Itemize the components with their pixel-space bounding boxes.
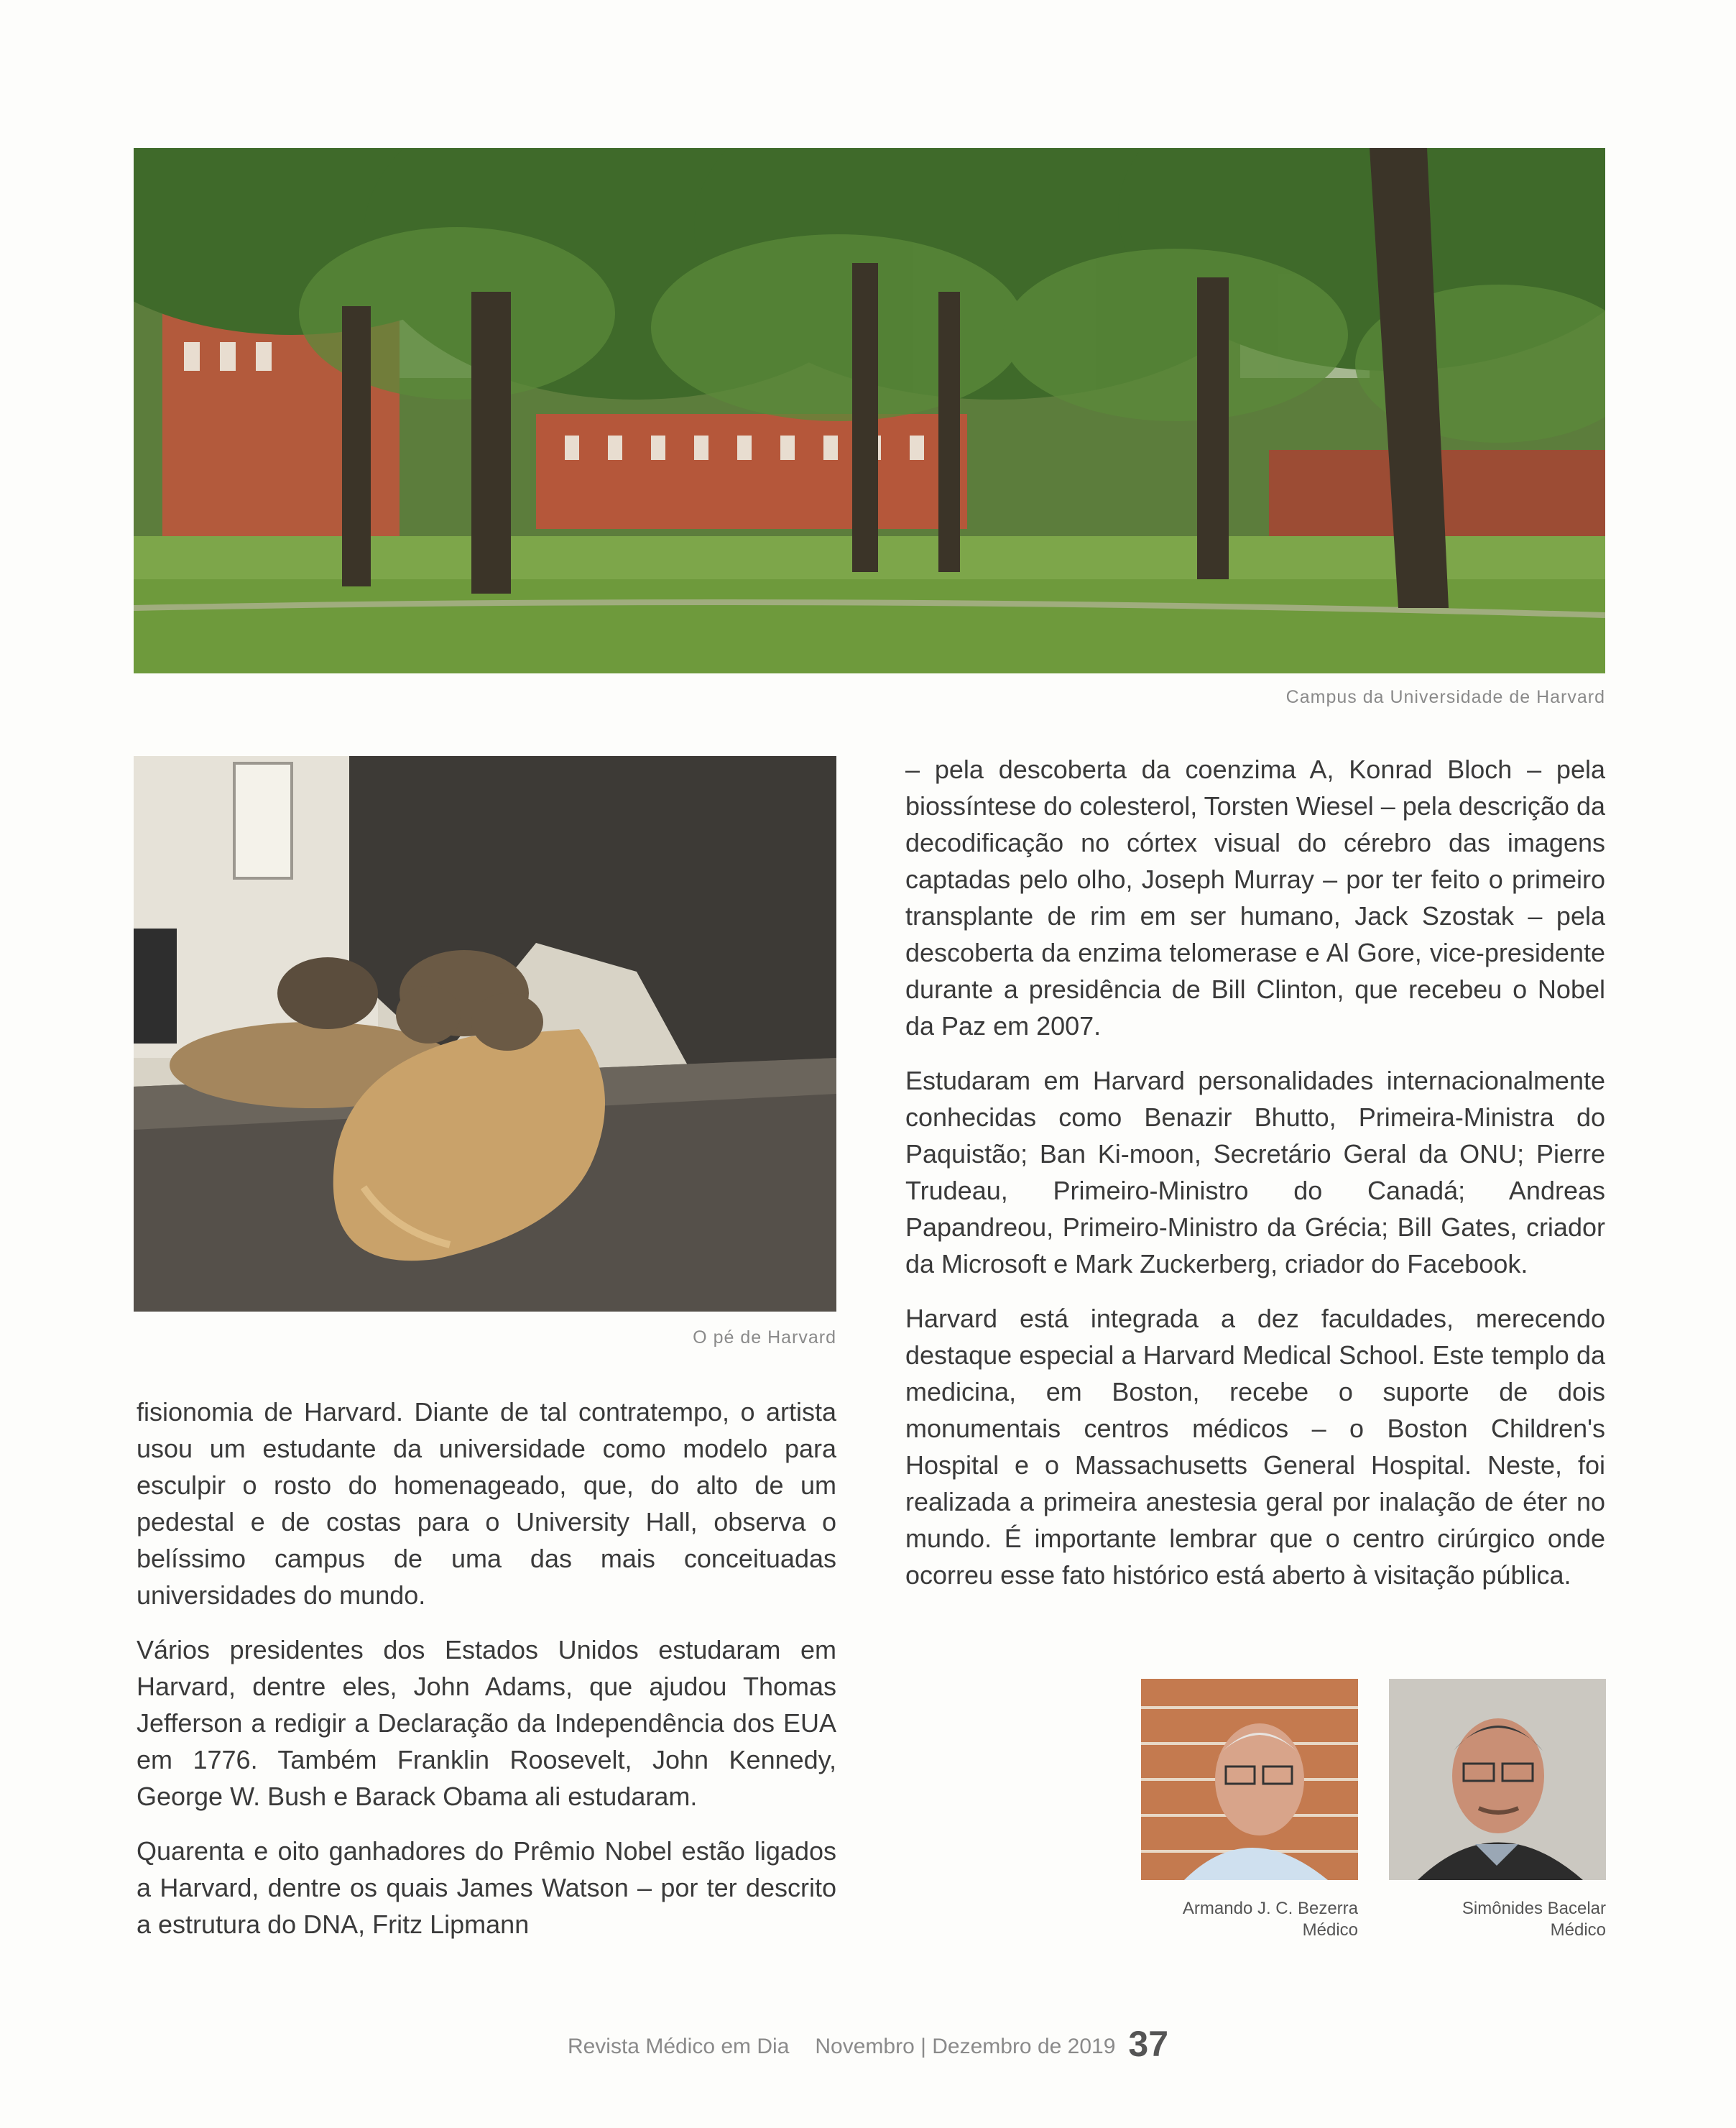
page-number: 37 <box>1128 2024 1169 2064</box>
author-caption-armando <box>1141 1898 1358 1941</box>
author-role: Médico <box>1550 1920 1606 1940</box>
paragraph: Estudaram em Harvard personalidades internacionalmente conhecidas como Benazir Bhutto, Primeira-Ministra do Paquistão; Ban Ki-moon, Secretário Geral da ONU; Pierre Trudeau, Primeiro-Ministro do Canadá; Andreas Papandreou, Primeiro-Ministro da Grécia; Bill Gates, criador da Microsoft e Mark Zuckerberg, criador do Facebook. <box>905 1066 1605 1279</box>
paragraph: Harvard está integrada a dez faculdades, merecendo destaque especial a Harvard Medical School. Este templo da medicina, em Boston, recebe o suporte de dois monumentais centros médicos – o Boston Children's Hospital e o Massachusetts General Hospital. Neste, foi realizada a primeira anestesia geral por inalação de éter no mundo. É importante lembrar que o centro cirúrgico onde ocorreu esse fato histórico está aberto à visitação pública. <box>905 1304 1605 1590</box>
author-photo-armando <box>1141 1679 1358 1880</box>
page-footer <box>0 2023 1736 2065</box>
author-name: Simônides Bacelar <box>1462 1899 1606 1918</box>
right-column <box>905 751 1605 1611</box>
issue-date: Novembro | Dezembro de 2019 <box>815 2035 1116 2058</box>
author-caption-simonides <box>1389 1898 1606 1941</box>
paragraph: – pela descoberta da coenzima A, Konrad Bloch – pela biossíntese do colesterol, Torsten Wiesel – pela descrição da decodificação no córtex visual do cérebro das imagens captadas pelo olho, Joseph Murray – por ter feito o primeiro transplante de rim em ser humano, Jack Szostak – pela descoberta da enzima telomerase e Al Gore, vice-presidente durante a presidência de Bill Clinton, que recebeu o Nobel da Paz em 2007. <box>905 755 1605 1041</box>
paragraph: Vários presidentes dos Estados Unidos estudaram em Harvard, dentre eles, John Adams, que ajudou Thomas Jefferson a redigir a Declaração da Independência dos EUA em 1776. Também Franklin Roosevelt, John Kennedy, George W. Bush e Barack Obama ali estudaram. <box>137 1635 836 1811</box>
author-photo-simonides <box>1389 1679 1606 1880</box>
campus-photo <box>134 148 1605 673</box>
paragraph: fisionomia de Harvard. Diante de tal contratempo, o artista usou um estudante da universidade como modelo para esculpir o rosto do homenageado, que, do alto de um pedestal e de costas para o University Hall, observa o belíssimo campus de uma das mais conceituadas universidades do mundo. <box>137 1397 836 1610</box>
author-role: Médico <box>1302 1920 1358 1940</box>
statue-foot-caption: O pé de Harvard <box>693 1327 836 1348</box>
campus-photo-caption: Campus da Universidade de Harvard <box>1285 687 1605 707</box>
magazine-name: Revista Médico em Dia <box>567 2035 790 2058</box>
author-name: Armando J. C. Bezerra <box>1182 1899 1358 1918</box>
statue-foot-photo <box>134 756 836 1312</box>
paragraph: Quarenta e oito ganhadores do Prêmio Nobel estão ligados a Harvard, dentre os quais James Watson – por ter descrito a estrutura do DNA, Fritz Lipmann <box>137 1836 836 1939</box>
left-column <box>137 1394 836 1961</box>
